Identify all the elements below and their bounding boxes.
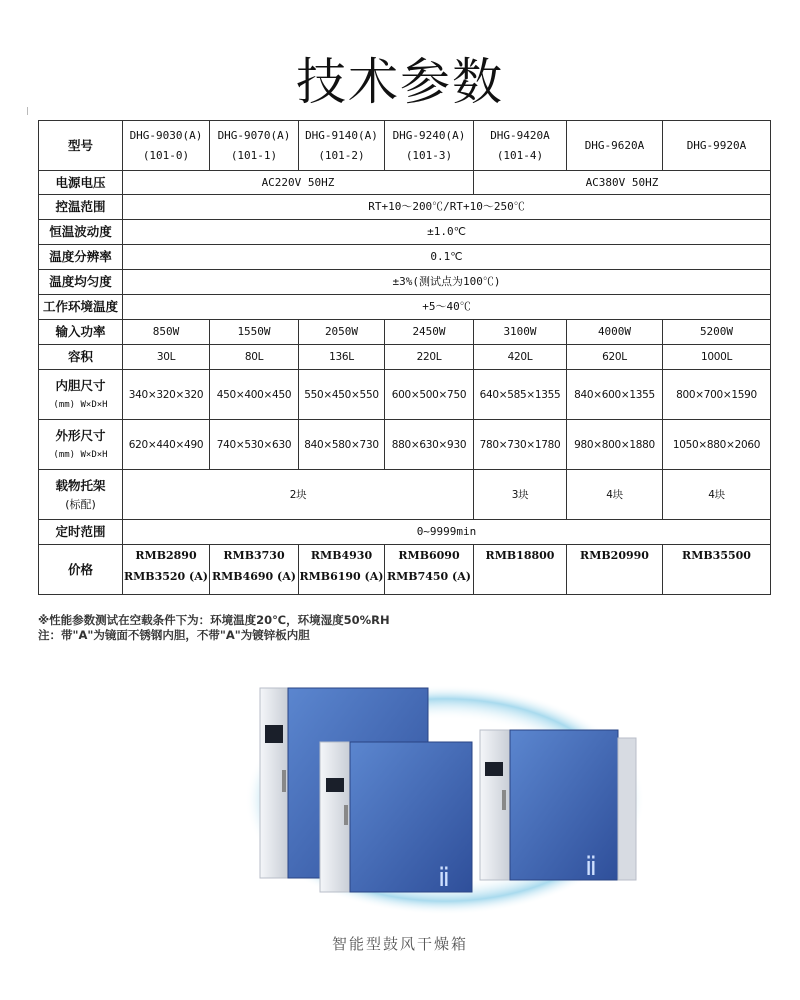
table-row-env-temp	[39, 295, 771, 320]
label-temp-range: 控温范围	[39, 195, 123, 220]
label-env-temp: 工作环境温度	[39, 295, 123, 320]
table-row-power	[39, 320, 771, 345]
cell-volume: 1000L	[663, 345, 771, 370]
cell-power: 2050W	[299, 320, 385, 345]
brand-logo: ⅱ	[585, 852, 597, 882]
table-row-inner-size	[39, 370, 771, 420]
material-note: 注：带"A"为镜面不锈钢内胆，不带"A"为镀锌板内胆	[38, 628, 310, 642]
label-timer: 定时范围	[39, 520, 123, 545]
cell-volume: 620L	[567, 345, 663, 370]
oven-right	[480, 730, 636, 882]
cell-resolution: 0.1℃	[123, 245, 771, 270]
cell-price: RMB18800	[474, 545, 567, 595]
cell-power: 4000W	[567, 320, 663, 345]
cell-inner-size: 640×585×1355	[474, 370, 567, 420]
label-fluctuation: 恒温波动度	[39, 220, 123, 245]
cell-temp-range: RT+10～200℃/RT+10～250℃	[123, 195, 771, 220]
label-uniformity: 温度均匀度	[39, 270, 123, 295]
cell-tray: 3块	[474, 470, 567, 520]
cell-model: DHG-9030(A) (101-0)	[123, 121, 210, 171]
brand-logo: ⅱ	[438, 863, 450, 893]
cell-fluctuation: ±1.0℃	[123, 220, 771, 245]
table-row-model	[39, 121, 771, 171]
cell-volume: 136L	[299, 345, 385, 370]
cell-model: DHG-9920A	[663, 121, 771, 171]
cell-power: 2450W	[385, 320, 474, 345]
label-volume: 容积	[39, 345, 123, 370]
cell-power: 5200W	[663, 320, 771, 345]
cell-power: 1550W	[210, 320, 299, 345]
cell-price: RMB2890 RMB3520 (A)	[123, 545, 210, 595]
cell-inner-size: 450×400×450	[210, 370, 299, 420]
cell-inner-size: 600×500×750	[385, 370, 474, 420]
label-voltage: 电源电压	[39, 171, 123, 195]
cell-outer-size: 880×630×930	[385, 420, 474, 470]
cell-volume: 30L	[123, 345, 210, 370]
table-row-timer	[39, 520, 771, 545]
cell-model: DHG-9140(A) (101-2)	[299, 121, 385, 171]
product-image	[240, 670, 650, 920]
product-caption: 智能型鼓风干燥箱	[331, 935, 468, 953]
cell-volume: 80L	[210, 345, 299, 370]
label-outer-size: 外形尺寸 (mm) W×D×H	[39, 420, 123, 470]
cell-volume: 220L	[385, 345, 474, 370]
cell-price: RMB4930 RMB6190 (A)	[299, 545, 385, 595]
cell-outer-size: 620×440×490	[123, 420, 210, 470]
cell-outer-size: 780×730×1780	[474, 420, 567, 470]
cell-price: RMB35500	[663, 545, 771, 595]
cell-voltage: AC220V 50HZ	[123, 171, 474, 195]
table-row-resolution	[39, 245, 771, 270]
cell-tray: 4块	[663, 470, 771, 520]
margin-marker: |	[26, 106, 29, 115]
label-power: 输入功率	[39, 320, 123, 345]
label-tray: 载物托架 (标配)	[39, 470, 123, 520]
cell-uniformity: ±3%(测试点为100℃)	[123, 270, 771, 295]
table-row-volume	[39, 345, 771, 370]
table-row-price	[39, 545, 771, 595]
cell-power: 3100W	[474, 320, 567, 345]
label-inner-size: 内胆尺寸 (mm) W×D×H	[39, 370, 123, 420]
cell-timer: 0~9999min	[123, 520, 771, 545]
cell-price: RMB3730 RMB4690 (A)	[210, 545, 299, 595]
oven-front	[320, 742, 472, 893]
table-row-voltage	[39, 171, 771, 195]
performance-note: ※性能参数测试在空载条件下为：环境温度20℃，环境湿度50%RH	[38, 613, 390, 627]
cell-tray: 4块	[567, 470, 663, 520]
label-price: 价格	[39, 545, 123, 595]
table-row-outer-size	[39, 420, 771, 470]
page-title: 技术参数	[296, 53, 504, 111]
cell-env-temp: +5～40℃	[123, 295, 771, 320]
label-resolution: 温度分辨率	[39, 245, 123, 270]
table-row-tray	[39, 470, 771, 520]
cell-inner-size: 550×450×550	[299, 370, 385, 420]
table-row-temp-range	[39, 195, 771, 220]
cell-outer-size: 840×580×730	[299, 420, 385, 470]
cell-price: RMB20990	[567, 545, 663, 595]
cell-inner-size: 340×320×320	[123, 370, 210, 420]
cell-model: DHG-9240(A) (101-3)	[385, 121, 474, 171]
cell-outer-size: 980×800×1880	[567, 420, 663, 470]
cell-outer-size: 1050×880×2060	[663, 420, 771, 470]
cell-model: DHG-9420A (101-4)	[474, 121, 567, 171]
cell-outer-size: 740×530×630	[210, 420, 299, 470]
cell-inner-size: 840×600×1355	[567, 370, 663, 420]
cell-voltage: AC380V 50HZ	[474, 171, 771, 195]
label-model: 型号	[39, 121, 123, 171]
table-row-fluctuation	[39, 220, 771, 245]
cell-inner-size: 800×700×1590	[663, 370, 771, 420]
cell-model: DHG-9620A	[567, 121, 663, 171]
cell-tray: 2块	[123, 470, 474, 520]
cell-volume: 420L	[474, 345, 567, 370]
cell-price: RMB6090 RMB7450 (A)	[385, 545, 474, 595]
spec-table	[38, 120, 771, 595]
cell-power: 850W	[123, 320, 210, 345]
table-row-uniformity	[39, 270, 771, 295]
cell-model: DHG-9070(A) (101-1)	[210, 121, 299, 171]
